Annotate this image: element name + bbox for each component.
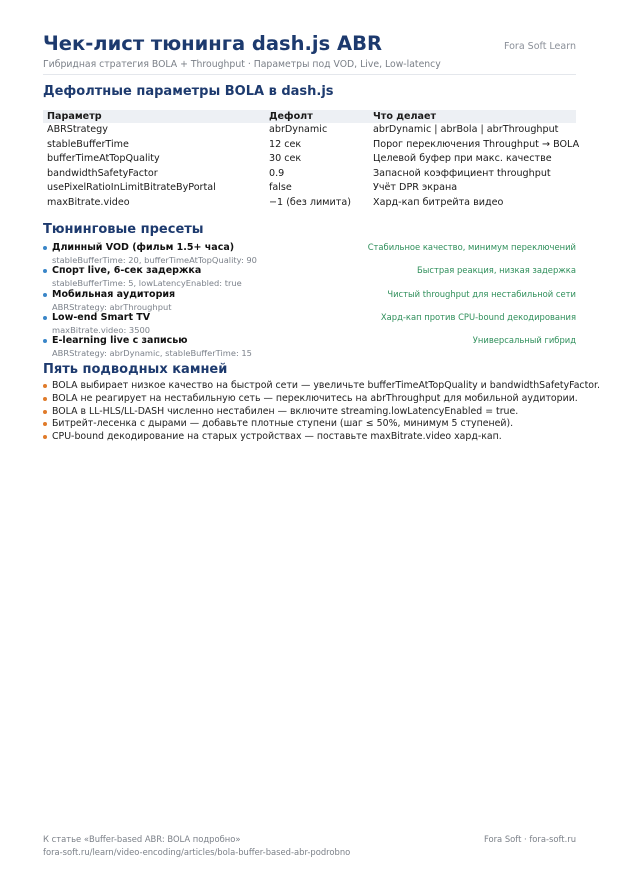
bullet-icon bbox=[43, 316, 47, 320]
table-header-row bbox=[43, 110, 576, 123]
bullet-icon bbox=[43, 384, 47, 388]
page-subtitle: Гибридная стратегия BOLA + Throughput · Параметры под VOD, Live, Low-latency bbox=[43, 59, 441, 70]
parameter-name: stableBufferTime bbox=[47, 138, 129, 150]
table-row bbox=[43, 138, 580, 153]
preset-config: stableBufferTime: 5, lowLatencyEnabled: true bbox=[52, 278, 242, 288]
preset-note: Быстрая реакция, низкая задержка bbox=[417, 265, 576, 275]
preset-config: stableBufferTime: 20, bufferTimeAtTopQuality: 90 bbox=[52, 255, 257, 265]
parameter-default: abrDynamic bbox=[269, 124, 328, 135]
parameter-name: bandwidthSafetyFactor bbox=[47, 167, 158, 179]
parameter-description: abrDynamic | abrBola | abrThroughput bbox=[373, 124, 559, 135]
preset-note: Универсальный гибрид bbox=[472, 335, 576, 345]
parameter-name: bufferTimeAtTopQuality bbox=[47, 153, 160, 165]
pitfall-item bbox=[43, 431, 613, 444]
column-header-description: Что делает bbox=[373, 111, 437, 122]
parameter-description: Учёт DPR экрана bbox=[373, 182, 458, 194]
pitfall-text: BOLA выбирает низкое качество на быстрой сети — увеличьте bufferTimeAtTopQuality и bandwidthSafetyFactor. bbox=[52, 380, 600, 391]
column-header-parameter: Параметр bbox=[47, 111, 102, 122]
bullet-icon bbox=[43, 422, 47, 426]
page-title: Чек-лист тюнинга dash.js ABR bbox=[43, 32, 382, 55]
table-row bbox=[43, 123, 576, 138]
bullet-icon bbox=[43, 435, 47, 439]
parameter-name: maxBitrate.video bbox=[47, 196, 130, 208]
preset-note: Стабильное качество, минимум переключений bbox=[367, 242, 576, 252]
footer-site-link[interactable]: Fora Soft · fora-soft.ru bbox=[483, 834, 576, 844]
bullet-icon bbox=[43, 269, 47, 273]
parameter-description: Запасной коэффициент throughput bbox=[373, 167, 551, 179]
pitfall-item bbox=[43, 380, 613, 393]
parameter-description: Хард-кап битрейта видео bbox=[373, 196, 504, 208]
parameter-description: Порог переключения Throughput → BOLA bbox=[373, 138, 580, 150]
bullet-icon bbox=[43, 410, 47, 414]
preset-config: ABRStrategy: abrDynamic, stableBufferTime: 15 bbox=[52, 348, 252, 358]
pitfall-text: Битрейт-лесенка с дырами — добавьте плотные ступени (шаг ≤ 50%, минимум 5 ступеней). bbox=[52, 418, 514, 429]
table-row bbox=[43, 167, 576, 182]
preset-item bbox=[43, 242, 576, 265]
table-row bbox=[43, 152, 576, 167]
bullet-icon bbox=[43, 246, 47, 250]
pitfall-item bbox=[43, 393, 613, 406]
preset-config: ABRStrategy: abrThroughput bbox=[52, 302, 172, 312]
preset-name: E-learning live с записью bbox=[52, 335, 188, 346]
parameter-default: 0.9 bbox=[269, 167, 285, 179]
parameter-default: false bbox=[269, 182, 292, 194]
table-row bbox=[43, 196, 576, 211]
column-header-default: Дефолт bbox=[269, 111, 313, 122]
pitfall-text: BOLA не реагирует на нестабильную сеть — переключитесь на abrThroughput для мобильной аудитории. bbox=[52, 393, 578, 404]
bullet-icon bbox=[43, 293, 47, 297]
pitfall-item bbox=[43, 418, 613, 431]
presets-heading: Тюнинговые пресеты bbox=[43, 222, 204, 237]
parameter-name: ABRStrategy bbox=[47, 124, 108, 135]
bullet-icon bbox=[43, 397, 47, 401]
page-header bbox=[43, 30, 576, 75]
preset-item bbox=[43, 289, 576, 312]
preset-name: Спорт live, 6-сек задержка bbox=[52, 265, 202, 276]
parameter-default: 12 сек bbox=[269, 138, 302, 150]
bullet-icon bbox=[43, 339, 47, 343]
footer-article-title: К статье «Buffer-based ABR: BOLA подробно» bbox=[43, 834, 241, 844]
preset-item bbox=[43, 312, 576, 335]
brand-label: Fora Soft Learn bbox=[503, 41, 576, 52]
preset-item bbox=[43, 335, 576, 358]
parameter-description: Целевой буфер при макс. качестве bbox=[373, 153, 552, 165]
pitfall-text: BOLA в LL-HLS/LL-DASH численно нестабилен — включите streaming.lowLatencyEnabled = true. bbox=[52, 406, 519, 417]
preset-item bbox=[43, 265, 576, 288]
parameter-default: −1 (без лимита) bbox=[269, 196, 351, 208]
preset-name: Длинный VOD (фильм 1.5+ часа) bbox=[52, 242, 235, 253]
preset-name: Мобильная аудитория bbox=[52, 289, 176, 300]
defaults-table bbox=[43, 110, 580, 211]
footer-article-url[interactable]: fora-soft.ru/learn/video-encoding/articles/bola-buffer-based-abr-podrobno bbox=[43, 847, 351, 857]
preset-note: Чистый throughput для нестабильной сети bbox=[387, 289, 576, 299]
preset-note: Хард-кап против CPU-bound декодирования bbox=[380, 312, 576, 322]
preset-config: maxBitrate.video: 3500 bbox=[52, 325, 151, 335]
pitfall-text: CPU-bound декодирование на старых устройствах — поставьте maxBitrate.video хард-кап. bbox=[52, 431, 502, 442]
parameter-default: 30 сек bbox=[269, 153, 302, 165]
defaults-heading: Дефолтные параметры BOLA в dash.js bbox=[43, 84, 334, 99]
table-row bbox=[43, 181, 576, 196]
parameter-name: usePixelRatioInLimitBitrateByPortal bbox=[47, 182, 216, 194]
preset-name: Low-end Smart TV bbox=[52, 312, 151, 323]
pitfalls-heading: Пять подводных камней bbox=[43, 362, 228, 377]
